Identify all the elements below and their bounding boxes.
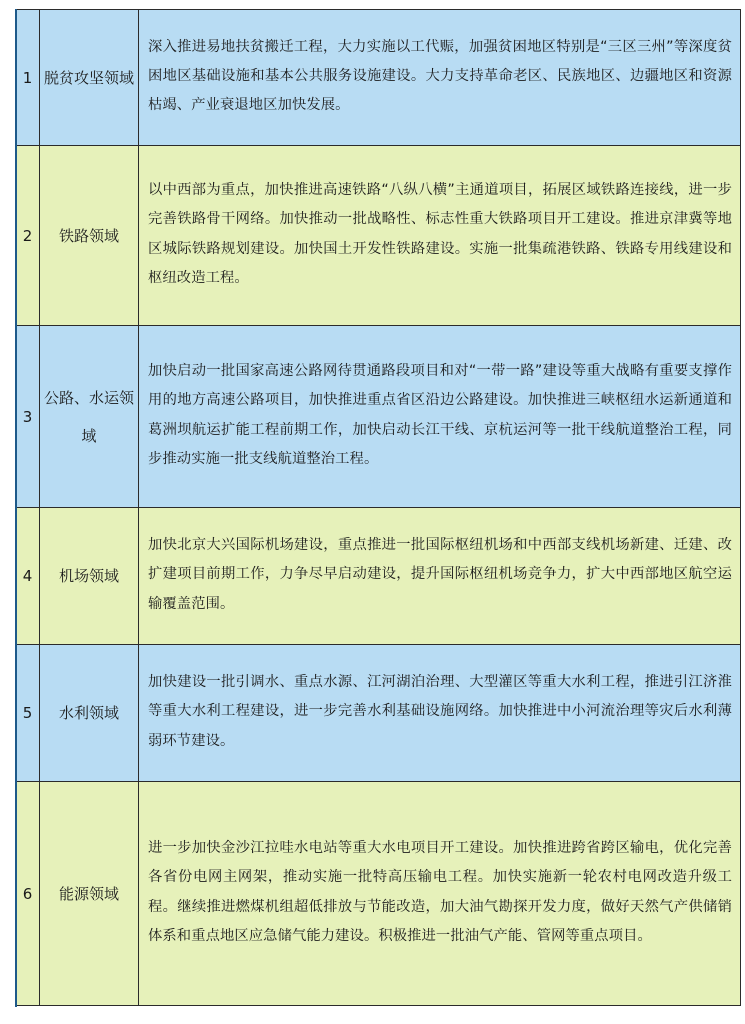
row-number: 1 xyxy=(16,10,40,146)
infrastructure-table xyxy=(15,9,741,1006)
table-row xyxy=(16,10,741,146)
field-description: 以中西部为重点，加快推进高速铁路“八纵八横”主通道项目，拓展区域铁路连接线，进一步完善铁路骨干网络。加快推动一批战略性、标志性重大铁路项目开工建设。推进京津冀等地区城际铁路规划建设。加快国土开发性铁路建设。实施一批集疏港铁路、铁路专用线建设和枢纽改造工程。 xyxy=(139,146,741,326)
field-description: 进一步加快金沙江拉哇水电站等重大水电项目开工建设。加快推进跨省跨区输电，优化完善各省份电网主网架，推动实施一批特高压输电工程。加快实施新一轮农村电网改造升级工程。继续推进燃煤机组超低排放与节能改造，加大油气勘探开发力度，做好天然气产供储销体系和重点地区应急储气能力建设。积极推进一批油气产能、管网等重点项目。 xyxy=(139,782,741,1006)
row-number: 5 xyxy=(16,645,40,782)
field-name: 机场领域 xyxy=(40,508,139,645)
row-number: 2 xyxy=(16,146,40,326)
table-row xyxy=(16,146,741,326)
row-number: 3 xyxy=(16,326,40,508)
field-name: 脱贫攻坚领域 xyxy=(40,10,139,146)
row-number: 4 xyxy=(16,508,40,645)
field-description: 加快北京大兴国际机场建设，重点推进一批国际枢纽机场和中西部支线机场新建、迁建、改扩建项目前期工作，力争尽早启动建设，提升国际枢纽机场竞争力，扩大中西部地区航空运输覆盖范围。 xyxy=(139,508,741,645)
field-name: 铁路领域 xyxy=(40,146,139,326)
infrastructure-table-container xyxy=(15,9,740,1006)
field-name: 水利领域 xyxy=(40,645,139,782)
field-description: 加快建设一批引调水、重点水源、江河湖泊治理、大型灌区等重大水利工程，推进引江济淮等重大水利工程建设，进一步完善水利基础设施网络。加快推进中小河流治理等灾后水利薄弱环节建设。 xyxy=(139,645,741,782)
table-row xyxy=(16,645,741,782)
table-row xyxy=(16,782,741,1006)
table-left-accent-border xyxy=(15,9,17,1007)
table-row xyxy=(16,326,741,508)
field-name: 公路、水运领域 xyxy=(40,326,139,508)
table-row xyxy=(16,508,741,645)
row-number: 6 xyxy=(16,782,40,1006)
field-description: 加快启动一批国家高速公路网待贯通路段项目和对“一带一路”建设等重大战略有重要支撑作用的地方高速公路项目，加快推进重点省区沿边公路建设。加快推进三峡枢纽水运新通道和葛洲坝航运扩能工程前期工作，加快启动长江干线、京杭运河等一批干线航道整治工程，同步推动实施一批支线航道整治工程。 xyxy=(139,326,741,508)
field-description: 深入推进易地扶贫搬迁工程，大力实施以工代赈，加强贫困地区特别是“三区三州”等深度贫困地区基础设施和基本公共服务设施建设。大力支持革命老区、民族地区、边疆地区和资源枯竭、产业衰退地区加快发展。 xyxy=(139,10,741,146)
field-name: 能源领域 xyxy=(40,782,139,1006)
